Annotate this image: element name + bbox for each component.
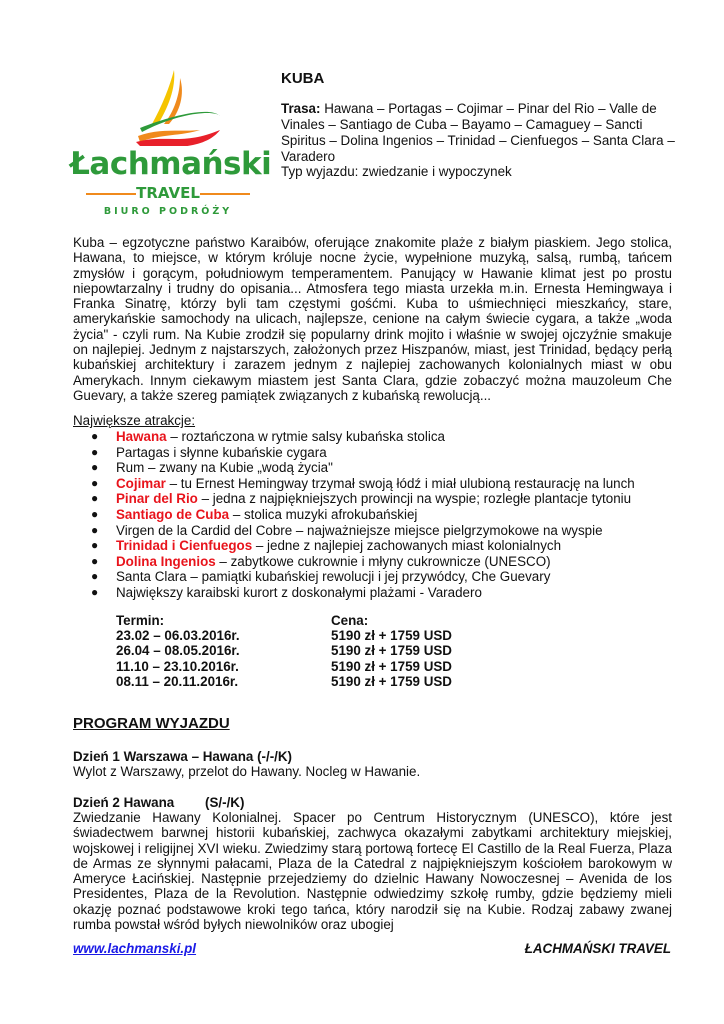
logo-wordmark: Łachmański: [70, 146, 272, 182]
list-item: [73, 491, 635, 507]
page-title: KUBA: [281, 70, 325, 87]
date-cell: 26.04 – 08.05.2016r.: [116, 643, 240, 659]
day-1-title: Dzień 1 Warszawa – Hawana (-/-/K): [73, 749, 293, 764]
route-paragraph: [281, 101, 681, 165]
logo-travel-text: TRAVEL: [136, 184, 200, 202]
highlight-text: Trinidad i Cienfuegos: [116, 538, 253, 554]
route-label: Trasa:: [281, 101, 321, 116]
bullet-icon: ●: [91, 538, 99, 553]
price-cell: 5190 zł + 1759 USD: [331, 673, 452, 689]
list-item: [73, 569, 635, 585]
company-logo: [70, 66, 272, 222]
list-item: [73, 554, 635, 570]
item-text: – tu Ernest Hemingway trzymał swoją łódź i miał ulubioną restaurację na lunch: [165, 475, 635, 491]
list-item: [73, 538, 635, 554]
item-text: Partagas i słynne kubańskie cygara: [116, 444, 327, 460]
bullet-icon: ●: [91, 444, 99, 459]
list-item: [73, 460, 635, 476]
day-2-title: Dzień 2 Hawana: [73, 795, 175, 810]
list-item: [73, 476, 635, 492]
bullet-icon: ●: [91, 569, 99, 584]
day-2-title-row: [73, 795, 245, 810]
item-text: – roztańczona w rytmie salsy kubańska stolica: [166, 429, 445, 444]
logo-divider-right: [200, 193, 250, 195]
day-1-text: Wylot z Warszawy, przelot do Hawany. Nocleg w Hawanie.: [73, 764, 421, 779]
highlight-text: Dolina Ingenios: [116, 553, 216, 569]
bullet-icon: ●: [91, 506, 99, 521]
item-text: Santa Clara – pamiątki kubańskiej rewolucji i jej przywódcy, Che Guevary: [116, 569, 551, 585]
item-text: Największy karaibski kurort z doskonałymi plażami - Varadero: [116, 584, 482, 600]
list-item: [73, 507, 635, 523]
website-link[interactable]: www.lachmanski.pl: [73, 941, 197, 956]
list-item: [73, 523, 635, 539]
list-item: [73, 585, 635, 601]
attractions-list: [73, 429, 635, 601]
bullet-icon: ●: [91, 553, 99, 568]
day-2-meals: (S/-/K): [205, 795, 245, 810]
highlight-text: Santiago de Cuba: [116, 506, 230, 522]
footer-brand: ŁACHMAŃSKI TRAVEL: [524, 941, 671, 956]
list-item: [73, 445, 635, 461]
bullet-icon: ●: [91, 584, 99, 599]
date-cell: 08.11 – 20.11.2016r.: [116, 673, 239, 689]
item-text: Rum – zwany na Kubie „wodą życia": [116, 460, 333, 476]
date-cell: 11.10 – 23.10.2016r.: [116, 658, 239, 674]
highlight-text: Pinar del Rio: [116, 491, 198, 507]
item-text: Virgen de la Cardid del Cobre – najważniejsze miejsce pielgrzymokowe na wyspie: [116, 522, 603, 538]
route-text: Hawana – Portagas – Cojimar – Pinar del Rio – Valle de Vinales – Santiago de Cuba – Bayamo – Camaguey – Sancti Spiritus – Dolina Ingenios – Trinidad – Cienfuegos – Santa Clara – Varadero: [281, 101, 675, 164]
item-text: – stolica muzyki afrokubańskiej: [229, 506, 418, 522]
trip-type: Typ wyjazdu: zwiedzanie i wypoczynek: [281, 164, 512, 179]
program-heading: PROGRAM WYJAZDU: [73, 715, 230, 732]
price-cell: 5190 zł + 1759 USD: [331, 658, 452, 674]
highlight-text: Cojimar: [116, 475, 166, 491]
intro-paragraph: Kuba – egzotyczne państwo Karaibów, oferujące znakomite plaże z białym piaskiem. Jego stolica, Hawana, to miejsce, w którym króluje nocne życie, wypełnione muzyką, salsą, rumbą, tańcem zmysłów i gorącym, południowym temperamentem. Panujący w Hawanie klimat jest po prostu niepowtarzalny i trudny do opisania... Atmosfera tego miasta urzekła m.in. Ernesta Hemingwaya i Franka Sinatrę, którzy byli tam częstymi gośćmi. Kuba to uśmiechnięci mieszkańcy, stare, amerykańskie samochody na ulicach, najlepsze, cenione na całym świecie cygara, a także „woda życia" - czyli rum. Na Kubie zrodził się popularny drink mojito i właśnie w swojej ojczyźnie smakuje on najlepiej. Jednym z najstarszych, założonych przez Hiszpanów, miast, jest Trinidad, będący perłą kubańskiej architektury i zarazem jednym z najlepiej zachowanych kolonialnych miast w obu Amerykach. Innym ciekawym miastem jest Santa Clara, gdzie zobaczyć można mauzoleum Che Guevary, a także szereg pamiątek związanych z kubańską rewolucją...: [73, 235, 672, 403]
list-item: [73, 429, 635, 445]
sailboat-logo-icon: [70, 66, 266, 146]
bullet-icon: ●: [91, 522, 99, 537]
item-text: – jedne z najlepiej zachowanych miast kolonialnych: [252, 538, 562, 554]
price-cell: 5190 zł + 1759 USD: [331, 643, 452, 659]
date-cell: 23.02 – 06.03.2016r.: [116, 628, 240, 644]
price-cell: 5190 zł + 1759 USD: [331, 628, 452, 644]
logo-travel-row: [70, 184, 266, 204]
bullet-icon: ●: [91, 460, 99, 475]
attractions-heading: Największe atrakcje:: [73, 413, 196, 428]
day-2-text: Zwiedzanie Hawany Kolonialnej. Spacer po Centrum Historycznym (UNESCO), które jest świadectwem barwnej historii kubańskiej, zachwyca okazałymi zabytkami architektury miejskiej, wojskowej i religijnej XVI wieku. Zwiedzimy starą portową fortecę El Castillo de la Real Fuerza, Plaza de Armas ze słynnymi pałacami, Plaza de la Catedral z najpiękniejszym kościołem barokowym w Ameryce Łacińskiej. Następnie przejedziemy do dzielnic Hawany Nowoczesnej – Avenida de los Presidentes, Plaza de la Revolution. Następnie odwiedzimy szkołę rumby, gdzie będziemy mieli okazję poznać podstawowe kroki tego tańca, który narodził się na Kubie. Rodzaj zabawy zwanej rumba powstał wśród byłych niewolników oraz ubogiej: [73, 810, 672, 933]
logo-subtitle: BIURO PODRÓŻY: [103, 206, 233, 217]
bullet-icon: ●: [91, 475, 99, 490]
price-header: Cena:: [331, 613, 369, 628]
bullet-icon: ●: [91, 491, 99, 506]
item-text: – jedna z najpiękniejszych prowincji na wyspie; rozległe plantacje tytoniu: [197, 491, 632, 507]
date-header: Termin:: [116, 613, 165, 628]
bullet-icon: ●: [91, 429, 99, 443]
item-text: – zabytkowe cukrownie i młyny cukrownicze (UNESCO): [215, 553, 551, 569]
highlight-text: Hawana: [116, 429, 167, 444]
